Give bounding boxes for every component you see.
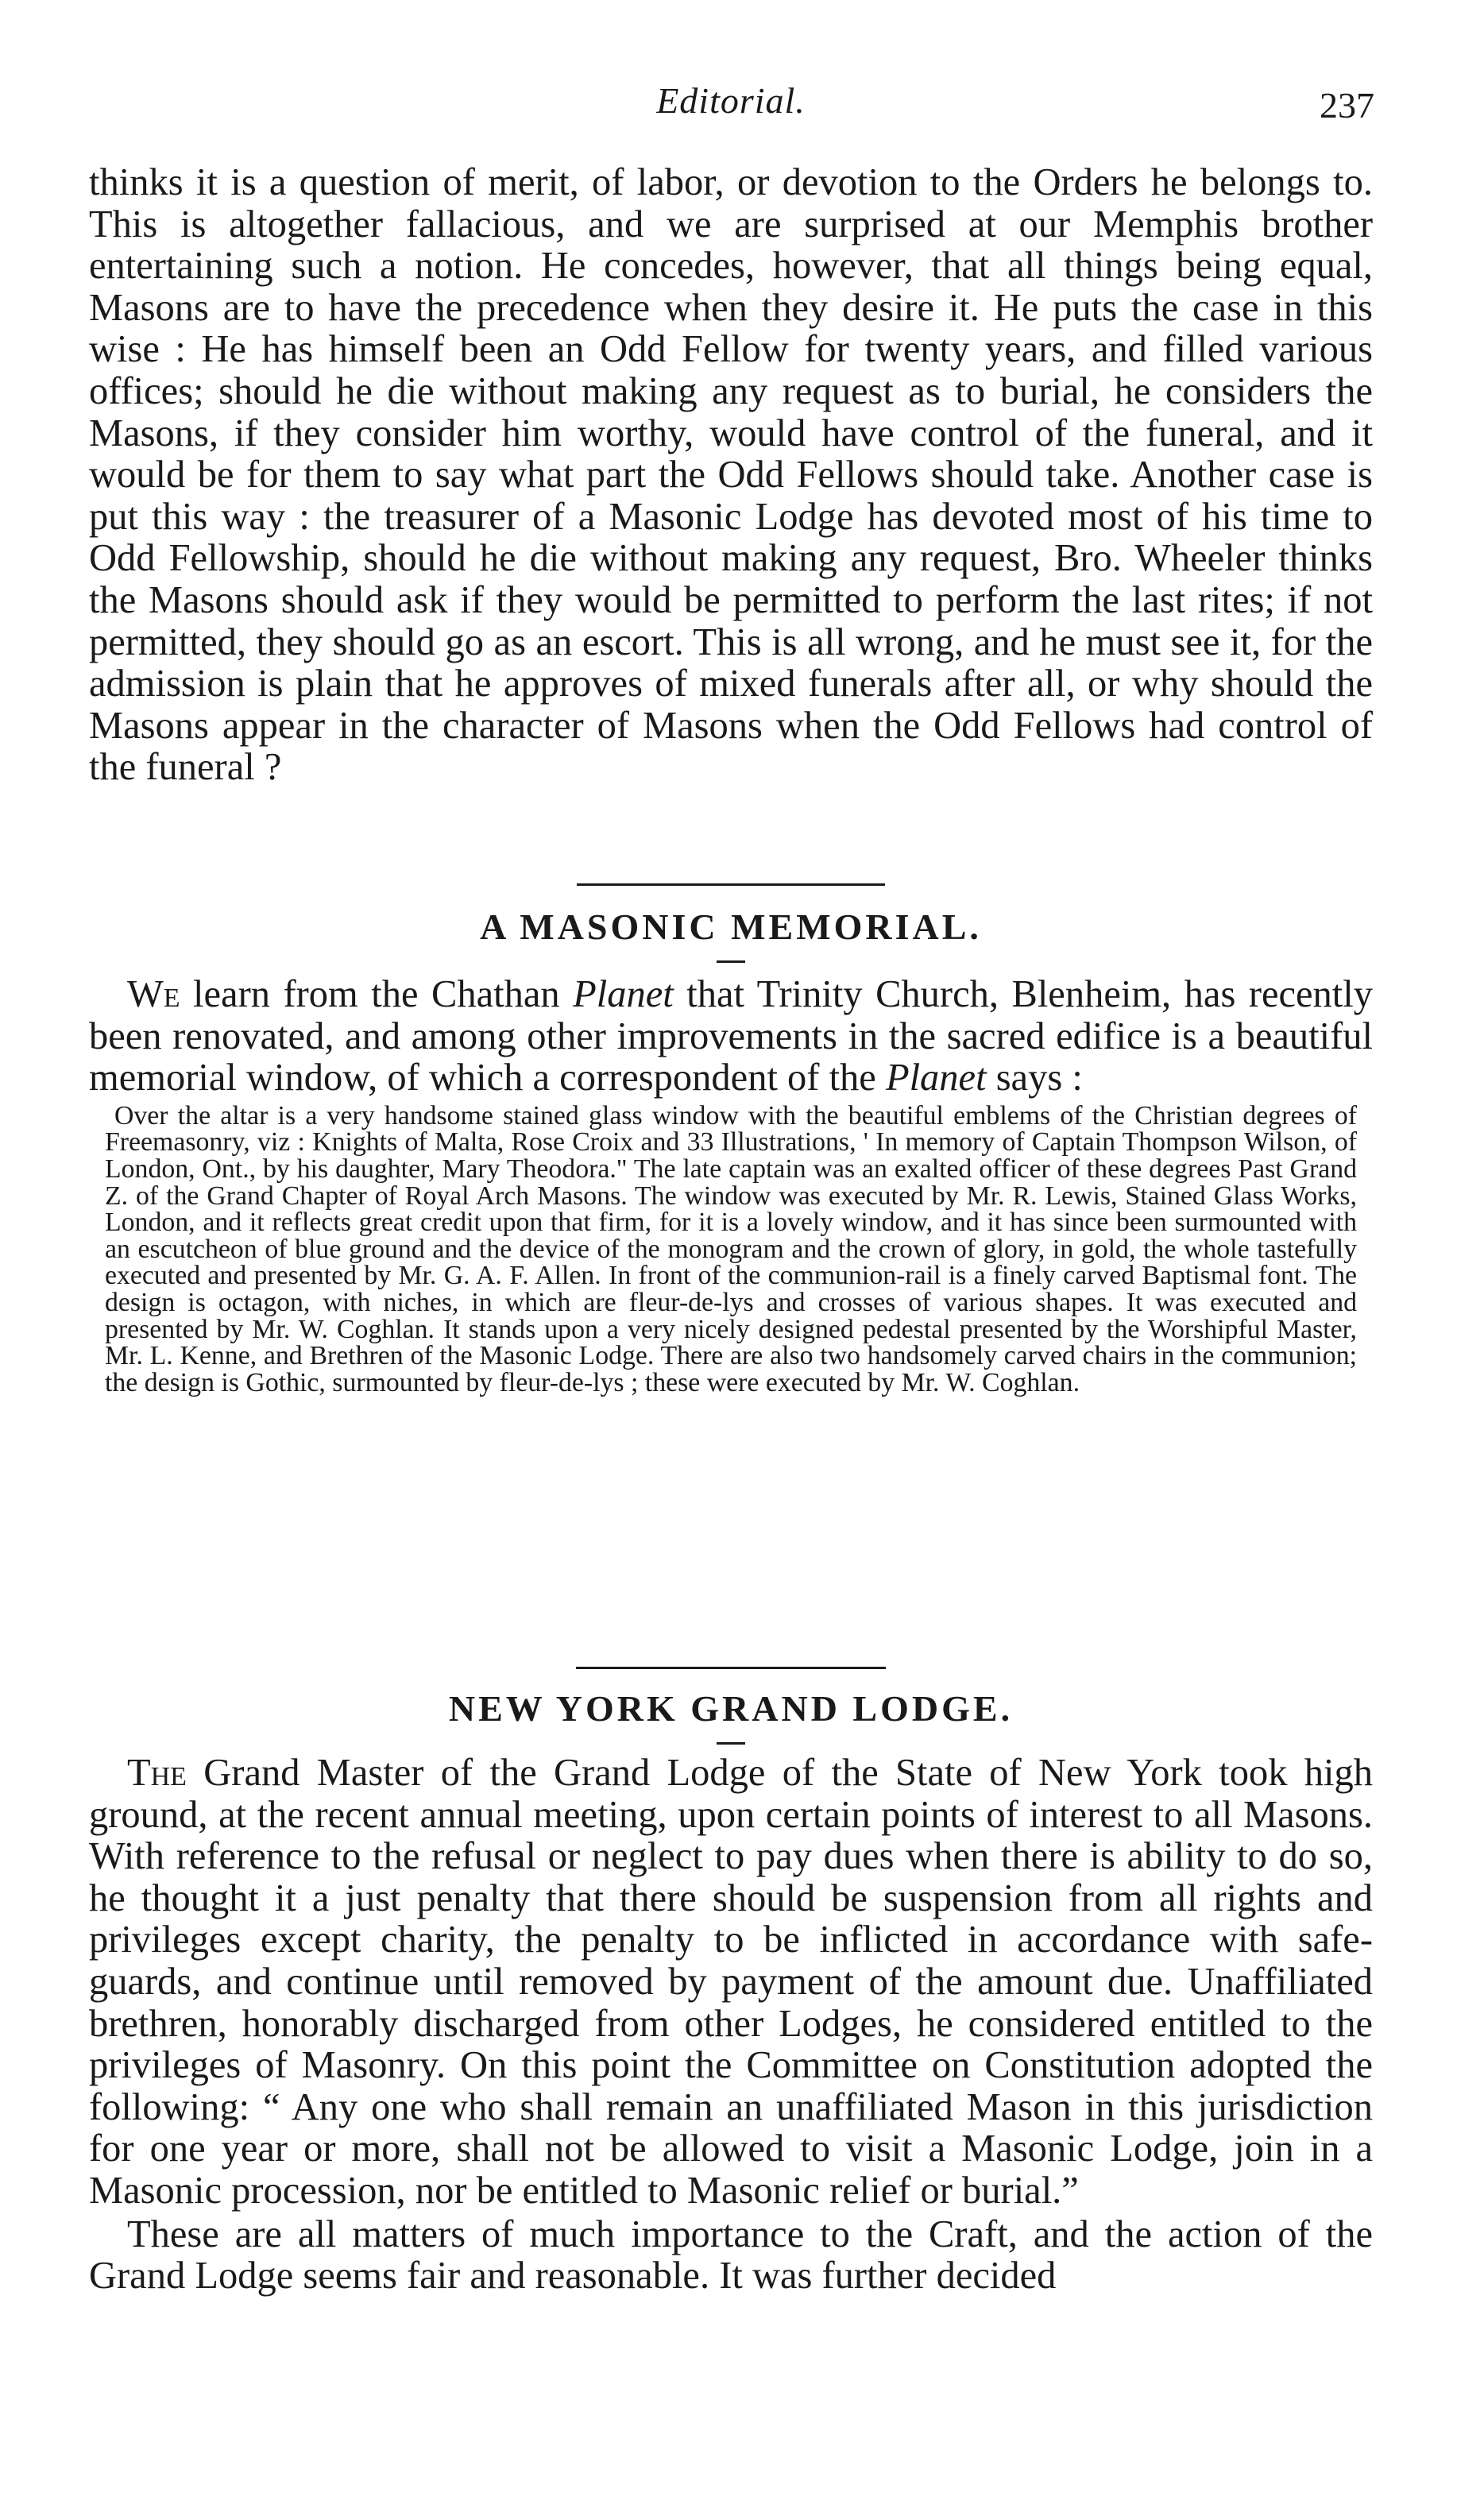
section-heading: A MASONIC MEMORIAL. [480, 906, 982, 947]
page-number: 237 [1320, 85, 1374, 126]
section-divider-rule [576, 1667, 886, 1669]
heading-dash [717, 960, 745, 963]
grand-lodge-text: Grand Master of the Grand Lodge of the State of New York took high ground, at the recent annual meeting, upon certain points of interest to all Masons. With reference to the refusal or neglect to pay dues when there is ability to do so, he thought it a just penalty that there should be suspension from all rights and privileges except charity, the penalty to be inflicted in accordance with safe-guards, and continue until removed by payment of the amount due. Unaffiliated brethren, honorably discharged from other Lodges, he considered entitled to the privileges of Masonry. On this point the Committee on Constitution adopted the following: “ Any one who shall remain an unaffiliated Mason in this jurisdiction for one year or more, shall not be allowed to visit a Masonic Lodge, join in a Masonic procession, nor be entitled to Masonic relief or burial.” [89, 1752, 1373, 2212]
section-masonic-memorial [89, 883, 1373, 1396]
section-heading: NEW YORK GRAND LODGE. [448, 1688, 1014, 1729]
memorial-text-a: learn from the Chathan [180, 973, 574, 1015]
lead-word: We [127, 973, 180, 1015]
grand-lodge-paragraph-2: These are all matters of much importance to the Craft, and the action of the Grand Lodge seems fair and reasonable. It was further decided [89, 2212, 1373, 2298]
memorial-text-c: says : [986, 1057, 1083, 1099]
memorial-paragraph [89, 974, 1373, 1099]
memorial-text-b: that Trinity Church, Blenheim, has recently been renovated, and among other improvements in the sacred edifice is a beautiful memorial window, of which a correspondent of the [89, 973, 1373, 1099]
section-new-york-grand-lodge [89, 1667, 1373, 2298]
heading-dash [717, 1742, 745, 1745]
intro-block [89, 162, 1373, 789]
section-divider-rule [577, 883, 885, 886]
newspaper-name-2: Planet [885, 1057, 987, 1099]
quoted-extract: Over the altar is a very handsome stained glass window with the beautiful emblems of the Christian degrees of Freemasonry, viz : Knights of Malta, Rose Croix and 33 Illustrations, ' In memory of Captain Thompson Wilson, of London, Ont., by his daughter, Mary Theodora." The late captain was an exalted officer of these degrees Past Grand Z. of the Grand Chapter of Royal Arch Masons. The window was executed by Mr. R. Lewis, Stained Glass Works, London, and it reflects great credit upon that firm, for it is a lovely window, and it has since been surmounted with an escutcheon of blue ground and the device of the monogram and the crown of glory, in gold, the whole tastefully executed and presented by Mr. G. A. F. Allen. In front of the communion-rail is a finely carved Baptismal font. The design is octagon, with niches, in which are fleur-de-lys and crosses of various shapes. It was executed and presented by Mr. W. Coghlan. It stands upon a very nicely designed pedestal presented by the Worshipful Master, Mr. L. Kenne, and Brethren of the Masonic Lodge. There are also two handsomely carved chairs in the communion; the design is Gothic, surmounted by fleur-de-lys ; these were executed by Mr. W. Coghlan. [105, 1100, 1357, 1397]
grand-lodge-paragraph-1 [89, 1753, 1373, 2212]
page-header [87, 79, 1374, 143]
newspaper-name: Planet [573, 973, 674, 1015]
running-head: Editorial. [656, 80, 806, 121]
lead-word: The [127, 1752, 187, 1794]
intro-paragraph: thinks it is a question of merit, of labor, or devotion to the Orders he belongs to. This is altogether fallacious, and we are surprised at our Memphis brother entertaining such a notion. He concedes, however, that all things being equal, Masons are to have the precedence when they desire it. He puts the case in this wise : He has himself been an Odd Fellow for twenty years, and filled various offices; should he die without making any request as to burial, he considers the Masons, if they consider him worthy, would have control of the funeral, and it would be for them to say what part the Odd Fellows should take. Another case is put this way : the treasurer of a Masonic Lodge has devoted most of his time to Odd Fellowship, should he die without making any request, Bro. Wheeler thinks the Masons should ask if they would be permitted to perform the last rites; if not permitted, they should go as an escort. This is all wrong, and he must see it, for the admission is plain that he approves of mixed funerals after all, or why should the Masons appear in the character of Masons when the Odd Fellows had control of the funeral ? [89, 161, 1373, 789]
